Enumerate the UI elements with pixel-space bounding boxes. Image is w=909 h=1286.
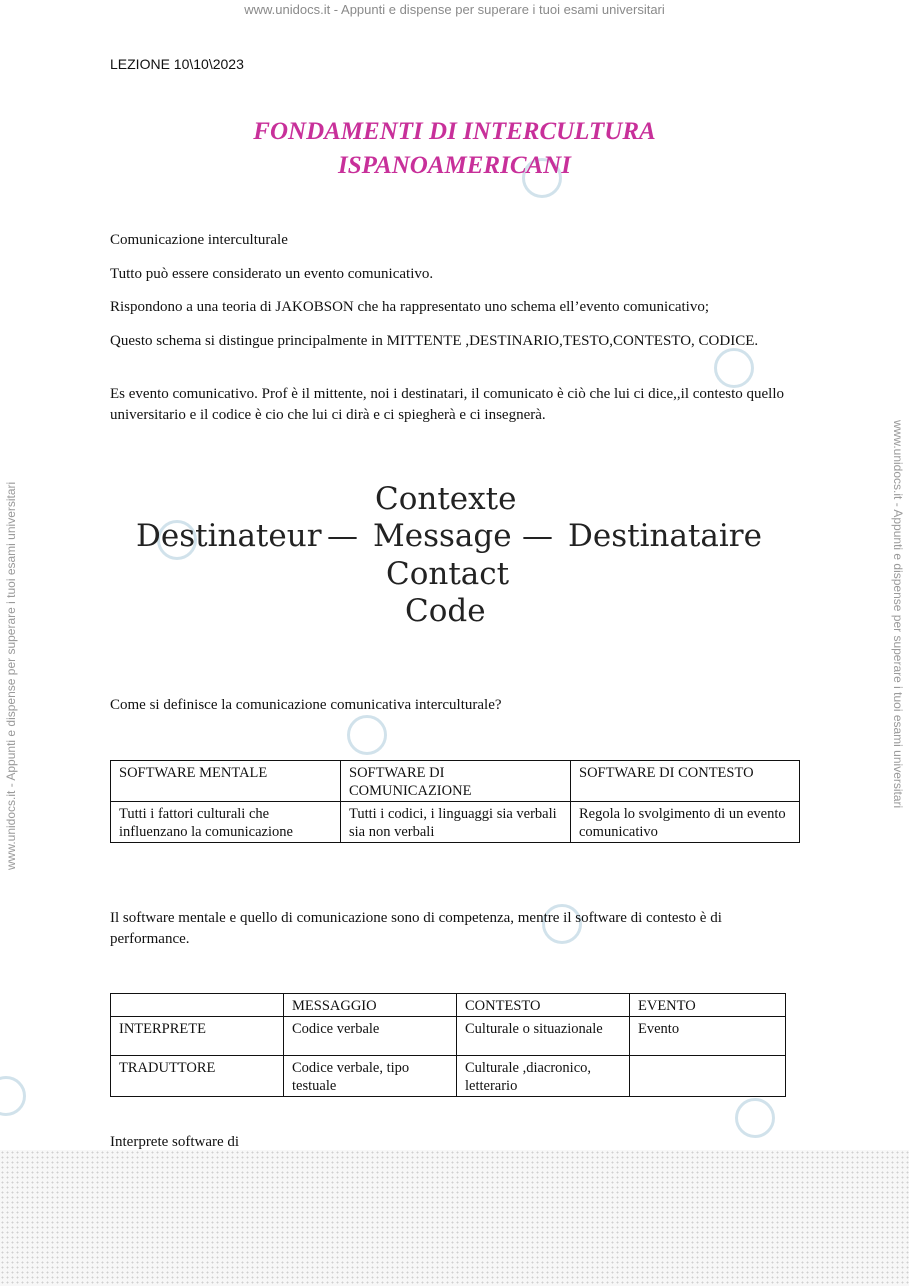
document-title-line1: FONDAMENTI DI INTERCULTURA: [253, 118, 656, 145]
table-row: [111, 1056, 786, 1097]
table-header-cell: EVENTO: [630, 994, 786, 1017]
diagram-destinateur: Destinateur: [136, 518, 322, 554]
table-header-cell: MESSAGGIO: [284, 994, 457, 1017]
table-header-cell: [111, 994, 284, 1017]
paragraph-question: Come si definisce la comunicazione comunicativa interculturale?: [110, 697, 502, 713]
preview-blur-overlay: [0, 1150, 909, 1286]
watermark-logo-icon: [714, 348, 754, 388]
table-row: [111, 1017, 786, 1056]
table-cell: [630, 1056, 786, 1097]
paragraph-interprete-truncated: Interprete software di: [110, 1134, 240, 1150]
paragraph-schema-elements: Questo schema si distingue principalmente in MITTENTE ,DESTINARIO,TESTO,CONTESTO, CODICE.: [110, 333, 759, 349]
paragraph-communicative-event: Tutto può essere considerato un evento comunicativo.: [110, 266, 434, 282]
table-header-row: [111, 761, 800, 802]
diagram-destinataire: Destinataire: [568, 518, 762, 554]
table-cell: Evento: [630, 1017, 786, 1056]
diagram-dash-left: —: [327, 518, 358, 554]
document-title-line2: ISPANOAMERICANI: [338, 152, 571, 179]
table-header-row: [111, 994, 786, 1017]
diagram-code: Code: [405, 593, 486, 629]
table-cell: Culturale o situazionale: [457, 1017, 630, 1056]
paragraph-jakobson: Rispondono a una teoria di JAKOBSON che ha rappresentato uno schema ell’evento comunicativo;: [110, 299, 710, 315]
paragraph-competence-performance: Il software mentale e quello di comunicazione sono di competenza, mentre il software di contesto è di performance.: [110, 910, 722, 947]
table-cell: Regola lo svolgimento di un evento comunicativo: [571, 802, 800, 843]
table-cell: Culturale ,diacronico, letterario: [457, 1056, 630, 1097]
table-header-cell: SOFTWARE MENTALE: [111, 761, 341, 802]
lesson-date: LEZIONE 10\10\2023: [110, 56, 244, 72]
table-header-cell: CONTESTO: [457, 994, 630, 1017]
watermark-logo-icon: [0, 1076, 26, 1116]
table-header-cell: SOFTWARE DI COMUNICAZIONE: [341, 761, 571, 802]
table-cell: Codice verbale: [284, 1017, 457, 1056]
table-cell: Codice verbale, tipo testuale: [284, 1056, 457, 1097]
interpreter-translator-table: [110, 993, 786, 1097]
table-cell: Tutti i codici, i linguaggi sia verbali sia non verbali: [341, 802, 571, 843]
table-cell: TRADUTTORE: [111, 1056, 284, 1097]
table-row: [111, 802, 800, 843]
left-watermark: www.unidocs.it - Appunti e dispense per superare i tuoi esami universitari: [4, 481, 18, 870]
paragraph-intercultural-communication: Comunicazione interculturale: [110, 232, 288, 248]
diagram-message: Message: [373, 518, 512, 554]
paragraph-example: Es evento comunicativo. Prof è il mittente, noi i destinatari, il comunicato è ciò che lui ci dice,,il contesto quello universitario e il codice è cio che lui ci dirà e ci spiegherà e ci insegnerà.: [110, 386, 784, 423]
right-watermark: www.unidocs.it - Appunti e dispense per superare i tuoi esami universitari: [891, 420, 905, 809]
watermark-logo-icon: [347, 715, 387, 755]
table-cell: INTERPRETE: [111, 1017, 284, 1056]
top-watermark: www.unidocs.it - Appunti e dispense per superare i tuoi esami universitari: [244, 2, 665, 17]
table-header-cell: SOFTWARE DI CONTESTO: [571, 761, 800, 802]
software-table: [110, 760, 800, 843]
diagram-dash-right: —: [522, 518, 553, 554]
diagram-contexte: Contexte: [375, 481, 517, 517]
diagram-contact: Contact: [386, 556, 510, 592]
table-cell: Tutti i fattori culturali che influenzano la comunicazione: [111, 802, 341, 843]
